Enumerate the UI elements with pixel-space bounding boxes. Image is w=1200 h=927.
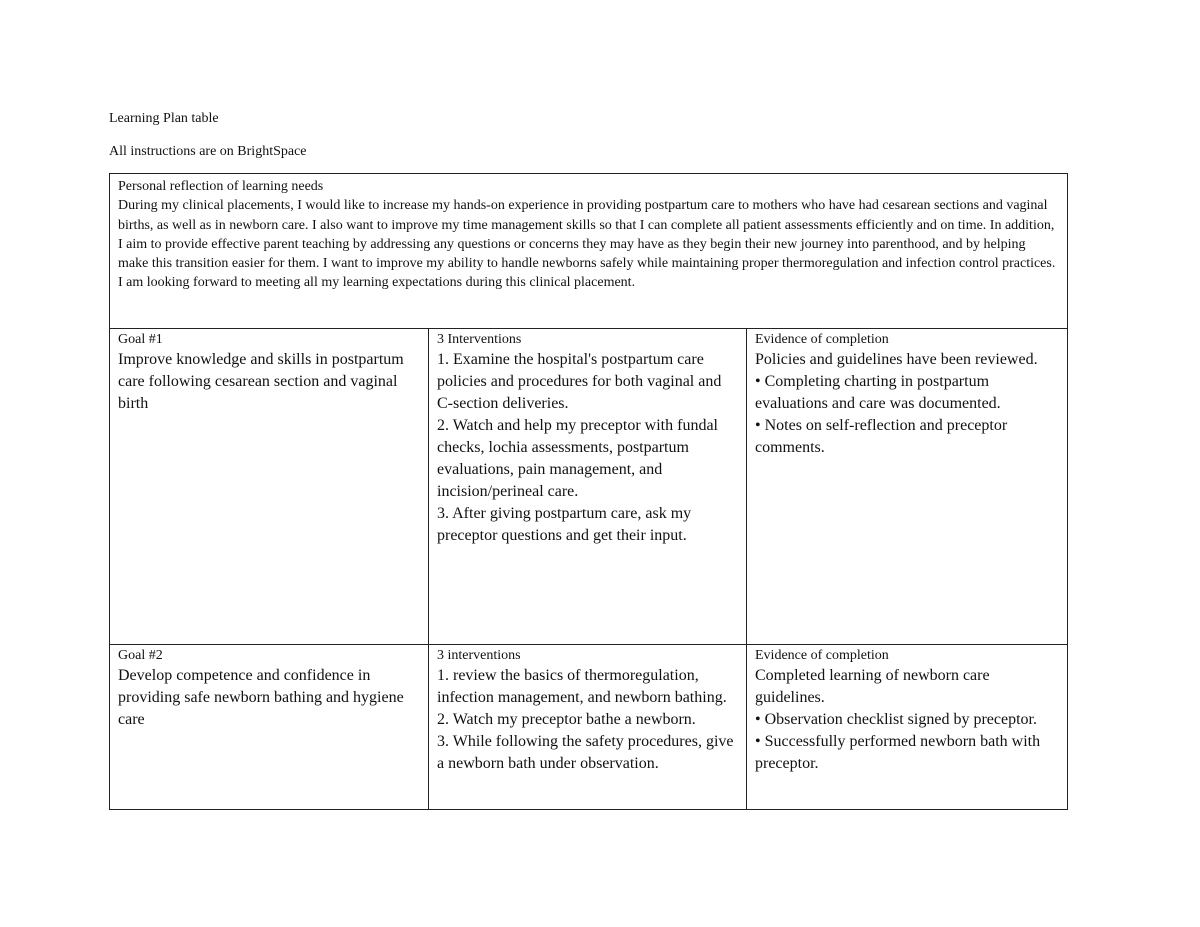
intervention-item: 3. After giving postpartum care, ask my preceptor questions and get their input. bbox=[437, 505, 692, 544]
intervention-item: 2. Watch and help my preceptor with fundal checks, lochia assessments, postpartum evaluations, pain management, and incision/perineal care. bbox=[437, 417, 718, 500]
interventions-heading: 3 interventions bbox=[437, 648, 521, 663]
intervention-item: 3. While following the safety procedures, give a newborn bath under observation. bbox=[437, 733, 734, 772]
evidence-item: • Observation checklist signed by preceptor. bbox=[755, 711, 1037, 728]
intervention-item: 1. review the basics of thermoregulation, infection management, and newborn bathing. bbox=[437, 667, 727, 706]
evidence-item: • Notes on self-reflection and preceptor comments. bbox=[755, 417, 1008, 456]
evidence-cell bbox=[747, 645, 1068, 810]
learning-plan-table bbox=[109, 173, 1068, 810]
reflection-body: During my clinical placements, I would like to increase my hands-on experience in providing postpartum care to mothers who have had cesarean sections and vaginal births, as well as in newborn care. I also want to improve my time management skills so that I can complete all patient assessments efficiently and on time. In addition, I aim to provide effective parent teaching by addressing any questions or concerns they may have as they begin their new journey into parenthood, and by helping make this transition easier for them. I want to improve my ability to handle newborns safely while maintaining proper thermoregulation and infection control practices. I am looking forward to meeting all my learning expectations during this clinical placement. bbox=[118, 198, 1056, 291]
document-title: Learning Plan table bbox=[109, 111, 219, 126]
goal-cell bbox=[110, 329, 429, 645]
document-subtitle: All instructions are on BrightSpace bbox=[109, 144, 307, 159]
intervention-item: 1. Examine the hospital's postpartum care policies and procedures for both vaginal and C-section deliveries. bbox=[437, 351, 722, 412]
interventions-cell bbox=[429, 645, 747, 810]
interventions-cell bbox=[429, 329, 747, 645]
evidence-item: • Completing charting in postpartum evaluations and care was documented. bbox=[755, 373, 1001, 412]
goal-cell bbox=[110, 645, 429, 810]
evidence-cell bbox=[747, 329, 1068, 645]
goal-text: Develop competence and confidence in providing safe newborn bathing and hygiene care bbox=[118, 667, 404, 728]
reflection-heading: Personal reflection of learning needs bbox=[118, 179, 324, 194]
reflection-cell bbox=[110, 174, 1068, 329]
intervention-item: 2. Watch my preceptor bathe a newborn. bbox=[437, 711, 696, 728]
evidence-item: Policies and guidelines have been reviewed. bbox=[755, 351, 1038, 368]
evidence-item: • Successfully performed newborn bath with preceptor. bbox=[755, 733, 1041, 772]
goal-heading: Goal #2 bbox=[118, 648, 163, 663]
evidence-heading: Evidence of completion bbox=[755, 332, 889, 347]
goal-row bbox=[110, 645, 1068, 810]
interventions-heading: 3 Interventions bbox=[437, 332, 522, 347]
evidence-item: Completed learning of newborn care guidelines. bbox=[755, 667, 990, 706]
goal-text: Improve knowledge and skills in postpartum care following cesarean section and vaginal birth bbox=[118, 351, 404, 412]
goal-row bbox=[110, 329, 1068, 645]
goal-heading: Goal #1 bbox=[118, 332, 163, 347]
reflection-row bbox=[110, 174, 1068, 329]
evidence-heading: Evidence of completion bbox=[755, 648, 889, 663]
